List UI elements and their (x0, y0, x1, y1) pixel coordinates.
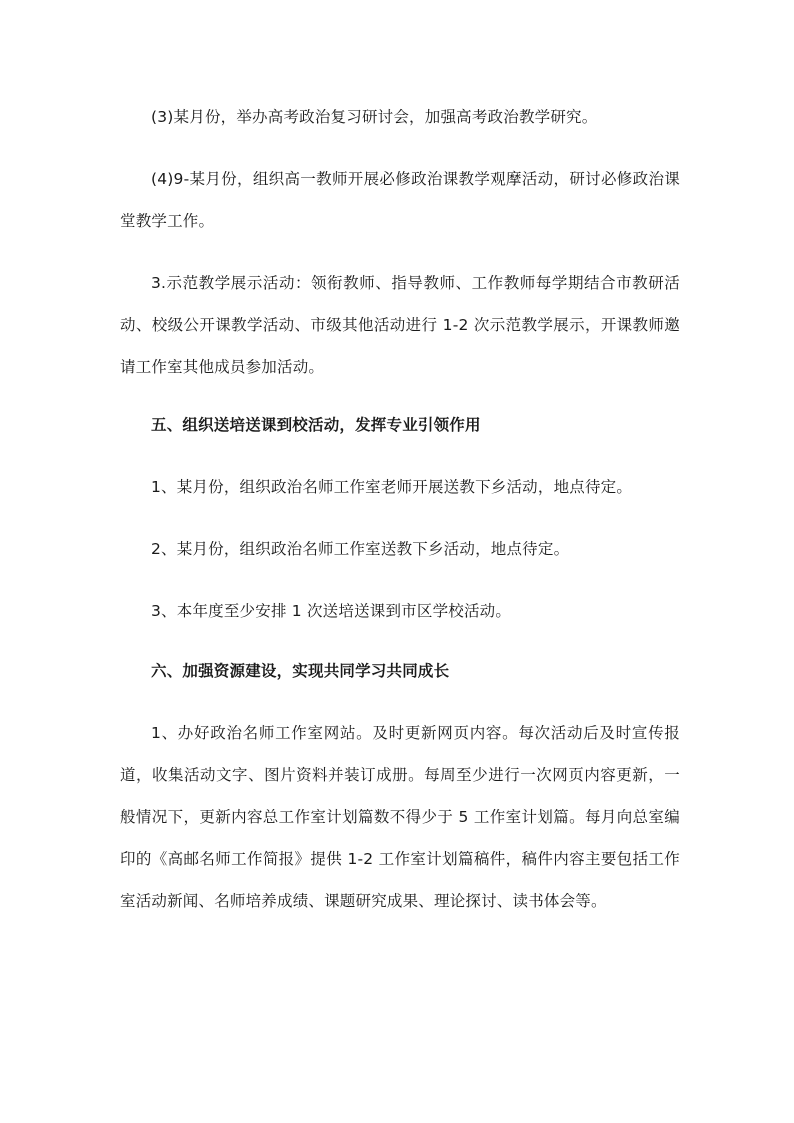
paragraph-seminar: (3)某月份，举办高考政治复习研讨会，加强高考政治教学研究。 (151, 108, 598, 126)
section-5-heading: 五、组织送培送课到校活动，发挥专业引领作用 (151, 416, 481, 434)
paragraph-demo-teaching: 3.示范教学展示活动：领衔教师、指导教师、工作教师每学期结合市教研活动、校级公开课教学活动、市级其他活动进行 1-2 次示范教学展示，开课教师邀请工作室其他成员参加活动。 (120, 274, 680, 376)
section-5-item-3: 3、本年度至少安排 1 次送培送课到市区学校活动。 (151, 602, 512, 620)
section-6-item-1: 1、办好政治名师工作室网站。及时更新网页内容。每次活动后及时宣传报道，收集活动文字、图片资料并装订成册。每周至少进行一次网页内容更新，一般情况下，更新内容总工作室计划篇数不得少于 5 工作室计划篇。每月向总室编印的《高邮名师工作简报》提供 1-2 工作室计划篇稿件，稿件内容主要包括工作室活动新闻、名师培养成绩、课题研究成果、理论探讨、读书体会等。 (120, 724, 680, 910)
section-5-item-2: 2、某月份，组织政治名师工作室送教下乡活动，地点待定。 (151, 540, 570, 558)
paragraph-observation: (4)9-某月份，组织高一教师开展必修政治课教学观摩活动，研讨必修政治课堂教学工作。 (120, 170, 680, 230)
section-6-heading: 六、加强资源建设，实现共同学习共同成长 (151, 662, 450, 680)
section-5-item-1: 1、某月份，组织政治名师工作室老师开展送教下乡活动，地点待定。 (151, 478, 633, 496)
